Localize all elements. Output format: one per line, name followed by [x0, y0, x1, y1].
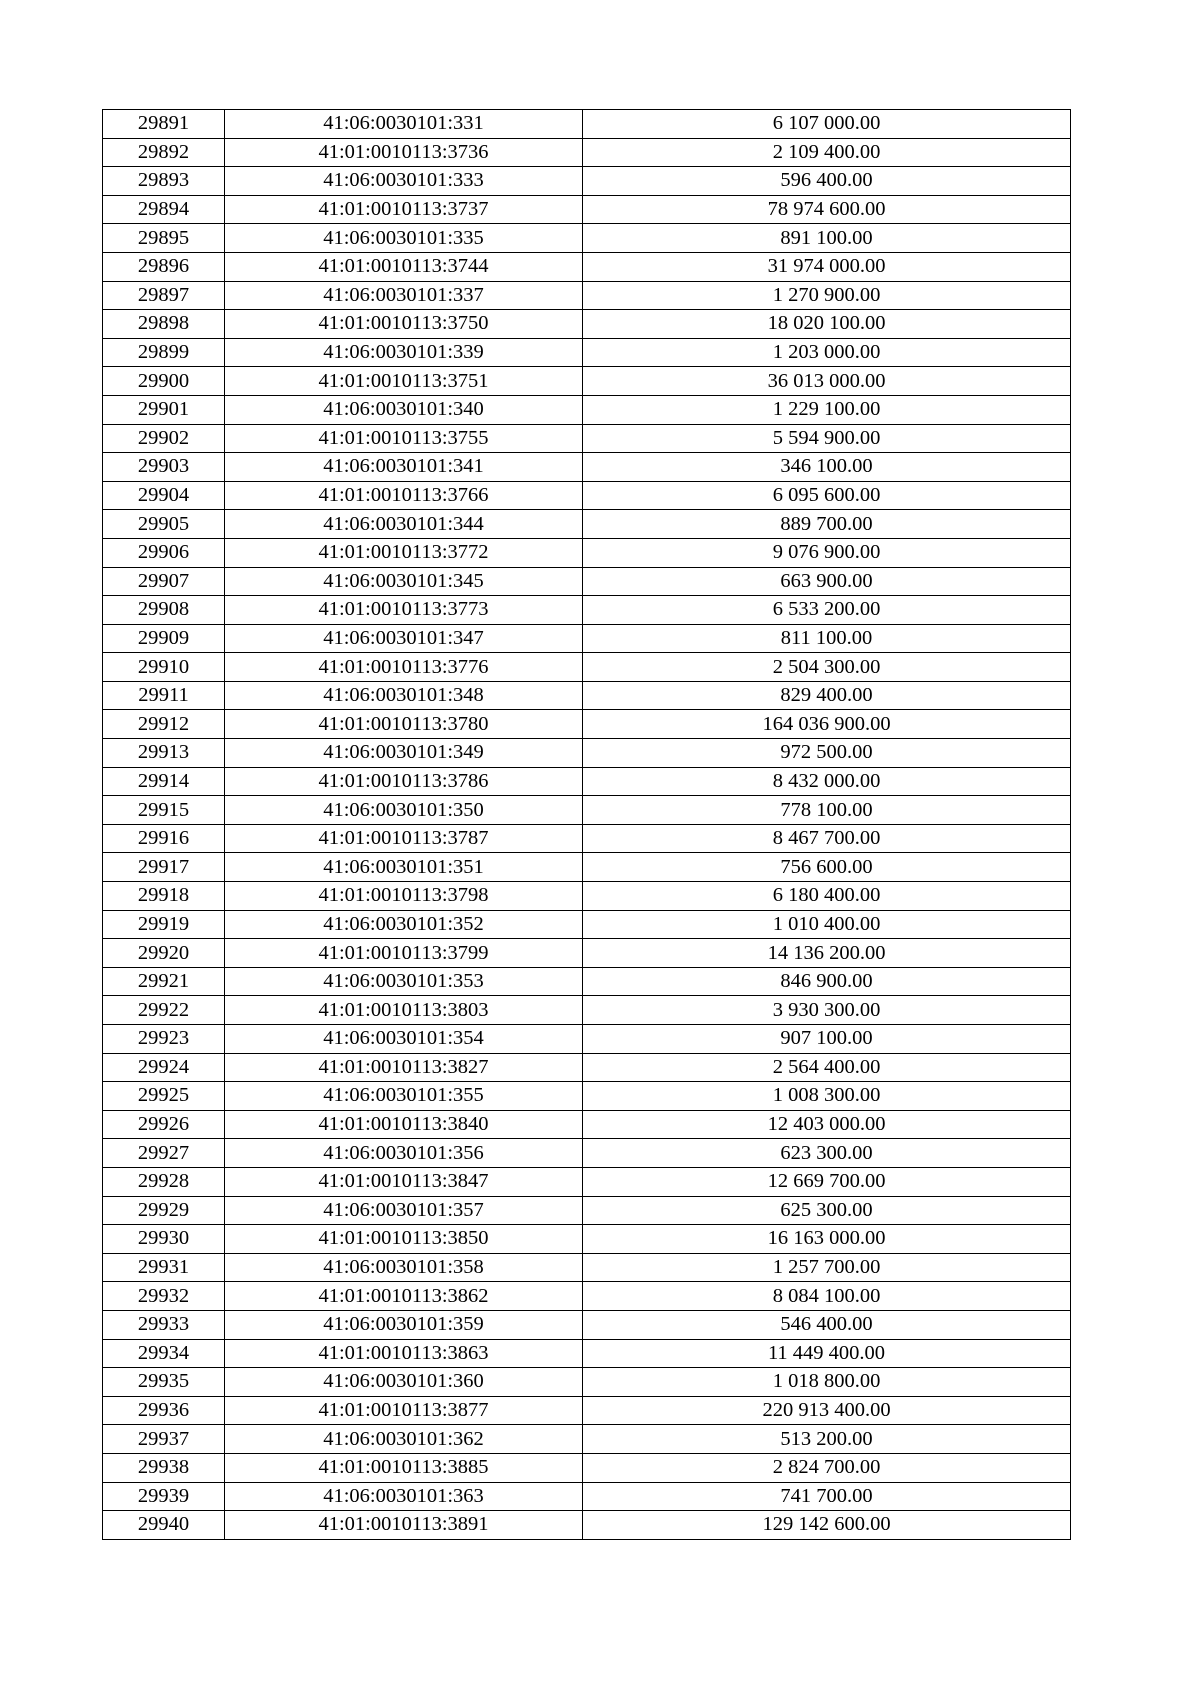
row-number-cell: 29892: [103, 138, 225, 167]
cadastral-value-cell: 12 669 700.00: [583, 1167, 1071, 1196]
cadastral-value-cell: 1 229 100.00: [583, 395, 1071, 424]
row-number-cell: 29925: [103, 1082, 225, 1111]
row-number-cell: 29912: [103, 710, 225, 739]
cadastral-number-cell: 41:06:0030101:339: [225, 338, 583, 367]
cadastral-number-cell: 41:01:0010113:3847: [225, 1167, 583, 1196]
cadastral-number-cell: 41:06:0030101:358: [225, 1253, 583, 1282]
table-row: [103, 1511, 1071, 1540]
row-number-cell: 29897: [103, 281, 225, 310]
cadastral-value-cell: 623 300.00: [583, 1139, 1071, 1168]
table-row: [103, 1025, 1071, 1054]
row-number-cell: 29913: [103, 739, 225, 768]
cadastral-number-cell: 41:01:0010113:3750: [225, 310, 583, 339]
cadastral-number-cell: 41:06:0030101:341: [225, 453, 583, 482]
table-row: [103, 1425, 1071, 1454]
table-row: [103, 653, 1071, 682]
cadastral-value-cell: 596 400.00: [583, 167, 1071, 196]
row-number-cell: 29934: [103, 1339, 225, 1368]
row-number-cell: 29908: [103, 596, 225, 625]
cadastral-value-cell: 5 594 900.00: [583, 424, 1071, 453]
cadastral-value-cell: 6 180 400.00: [583, 882, 1071, 911]
cadastral-number-cell: 41:01:0010113:3827: [225, 1053, 583, 1082]
cadastral-number-cell: 41:01:0010113:3751: [225, 367, 583, 396]
row-number-cell: 29923: [103, 1025, 225, 1054]
cadastral-number-cell: 41:06:0030101:347: [225, 624, 583, 653]
row-number-cell: 29937: [103, 1425, 225, 1454]
table-row: [103, 195, 1071, 224]
cadastral-number-cell: 41:01:0010113:3776: [225, 653, 583, 682]
table-row: [103, 1282, 1071, 1311]
table-row: [103, 1053, 1071, 1082]
cadastral-value-cell: 891 100.00: [583, 224, 1071, 253]
cadastral-number-cell: 41:01:0010113:3736: [225, 138, 583, 167]
row-number-cell: 29893: [103, 167, 225, 196]
row-number-cell: 29936: [103, 1396, 225, 1425]
table-row: [103, 1396, 1071, 1425]
row-number-cell: 29917: [103, 853, 225, 882]
table-row: [103, 224, 1071, 253]
cadastral-value-cell: 625 300.00: [583, 1196, 1071, 1225]
cadastral-value-cell: 2 824 700.00: [583, 1453, 1071, 1482]
row-number-cell: 29922: [103, 996, 225, 1025]
cadastral-value-cell: 6 533 200.00: [583, 596, 1071, 625]
cadastral-number-cell: 41:01:0010113:3803: [225, 996, 583, 1025]
cadastral-value-cell: 889 700.00: [583, 510, 1071, 539]
table-row: [103, 1139, 1071, 1168]
table-row: [103, 710, 1071, 739]
cadastral-number-cell: 41:01:0010113:3773: [225, 596, 583, 625]
table-row: [103, 1339, 1071, 1368]
cadastral-value-cell: 1 010 400.00: [583, 910, 1071, 939]
cadastral-number-cell: 41:06:0030101:357: [225, 1196, 583, 1225]
cadastral-number-cell: 41:01:0010113:3787: [225, 824, 583, 853]
cadastral-number-cell: 41:06:0030101:352: [225, 910, 583, 939]
row-number-cell: 29906: [103, 538, 225, 567]
cadastral-number-cell: 41:01:0010113:3877: [225, 1396, 583, 1425]
row-number-cell: 29898: [103, 310, 225, 339]
cadastral-value-cell: 663 900.00: [583, 567, 1071, 596]
cadastral-number-cell: 41:01:0010113:3840: [225, 1110, 583, 1139]
cadastral-value-cell: 16 163 000.00: [583, 1225, 1071, 1254]
cadastral-number-cell: 41:06:0030101:360: [225, 1368, 583, 1397]
table-row: [103, 1253, 1071, 1282]
table-body: [103, 110, 1071, 1540]
cadastral-value-cell: 14 136 200.00: [583, 939, 1071, 968]
cadastral-number-cell: 41:06:0030101:344: [225, 510, 583, 539]
table-row: [103, 310, 1071, 339]
row-number-cell: 29938: [103, 1453, 225, 1482]
row-number-cell: 29901: [103, 395, 225, 424]
cadastral-value-cell: 12 403 000.00: [583, 1110, 1071, 1139]
cadastral-number-cell: 41:01:0010113:3862: [225, 1282, 583, 1311]
cadastral-value-cell: 778 100.00: [583, 796, 1071, 825]
table-row: [103, 538, 1071, 567]
table-row: [103, 567, 1071, 596]
cadastral-number-cell: 41:06:0030101:333: [225, 167, 583, 196]
table-row: [103, 167, 1071, 196]
row-number-cell: 29896: [103, 252, 225, 281]
table-row: [103, 252, 1071, 281]
table-row: [103, 1310, 1071, 1339]
table-row: [103, 338, 1071, 367]
table-row: [103, 110, 1071, 139]
cadastral-number-cell: 41:06:0030101:340: [225, 395, 583, 424]
row-number-cell: 29895: [103, 224, 225, 253]
cadastral-value-table: [102, 109, 1071, 1540]
row-number-cell: 29927: [103, 1139, 225, 1168]
table-row: [103, 996, 1071, 1025]
row-number-cell: 29924: [103, 1053, 225, 1082]
cadastral-value-cell: 811 100.00: [583, 624, 1071, 653]
cadastral-number-cell: 41:01:0010113:3755: [225, 424, 583, 453]
cadastral-value-cell: 18 020 100.00: [583, 310, 1071, 339]
cadastral-value-cell: 220 913 400.00: [583, 1396, 1071, 1425]
cadastral-number-cell: 41:06:0030101:351: [225, 853, 583, 882]
row-number-cell: 29899: [103, 338, 225, 367]
cadastral-number-cell: 41:06:0030101:349: [225, 739, 583, 768]
cadastral-number-cell: 41:06:0030101:363: [225, 1482, 583, 1511]
table-row: [103, 1082, 1071, 1111]
row-number-cell: 29900: [103, 367, 225, 396]
table-row: [103, 424, 1071, 453]
cadastral-value-cell: 11 449 400.00: [583, 1339, 1071, 1368]
table-row: [103, 853, 1071, 882]
row-number-cell: 29928: [103, 1167, 225, 1196]
cadastral-value-cell: 2 109 400.00: [583, 138, 1071, 167]
cadastral-value-cell: 9 076 900.00: [583, 538, 1071, 567]
row-number-cell: 29930: [103, 1225, 225, 1254]
cadastral-number-cell: 41:06:0030101:359: [225, 1310, 583, 1339]
row-number-cell: 29933: [103, 1310, 225, 1339]
cadastral-value-cell: 6 095 600.00: [583, 481, 1071, 510]
row-number-cell: 29931: [103, 1253, 225, 1282]
cadastral-number-cell: 41:01:0010113:3885: [225, 1453, 583, 1482]
table-row: [103, 1196, 1071, 1225]
row-number-cell: 29911: [103, 681, 225, 710]
cadastral-value-cell: 972 500.00: [583, 739, 1071, 768]
row-number-cell: 29920: [103, 939, 225, 968]
table-row: [103, 1453, 1071, 1482]
table-row: [103, 796, 1071, 825]
cadastral-value-cell: 8 432 000.00: [583, 767, 1071, 796]
cadastral-value-cell: 3 930 300.00: [583, 996, 1071, 1025]
table-row: [103, 624, 1071, 653]
cadastral-number-cell: 41:01:0010113:3850: [225, 1225, 583, 1254]
cadastral-value-cell: 129 142 600.00: [583, 1511, 1071, 1540]
cadastral-number-cell: 41:06:0030101:350: [225, 796, 583, 825]
row-number-cell: 29932: [103, 1282, 225, 1311]
table-row: [103, 1167, 1071, 1196]
row-number-cell: 29914: [103, 767, 225, 796]
cadastral-value-cell: 31 974 000.00: [583, 252, 1071, 281]
cadastral-number-cell: 41:01:0010113:3798: [225, 882, 583, 911]
cadastral-value-cell: 546 400.00: [583, 1310, 1071, 1339]
table-row: [103, 939, 1071, 968]
row-number-cell: 29929: [103, 1196, 225, 1225]
table-row: [103, 767, 1071, 796]
cadastral-number-cell: 41:06:0030101:353: [225, 967, 583, 996]
cadastral-value-cell: 8 084 100.00: [583, 1282, 1071, 1311]
cadastral-value-cell: 6 107 000.00: [583, 110, 1071, 139]
cadastral-number-cell: 41:06:0030101:348: [225, 681, 583, 710]
row-number-cell: 29926: [103, 1110, 225, 1139]
row-number-cell: 29891: [103, 110, 225, 139]
row-number-cell: 29916: [103, 824, 225, 853]
table-row: [103, 1368, 1071, 1397]
row-number-cell: 29907: [103, 567, 225, 596]
cadastral-number-cell: 41:06:0030101:362: [225, 1425, 583, 1454]
cadastral-number-cell: 41:06:0030101:331: [225, 110, 583, 139]
cadastral-number-cell: 41:06:0030101:356: [225, 1139, 583, 1168]
table-row: [103, 967, 1071, 996]
cadastral-number-cell: 41:01:0010113:3780: [225, 710, 583, 739]
cadastral-number-cell: 41:01:0010113:3786: [225, 767, 583, 796]
table-row: [103, 367, 1071, 396]
table-row: [103, 824, 1071, 853]
cadastral-number-cell: 41:01:0010113:3766: [225, 481, 583, 510]
row-number-cell: 29918: [103, 882, 225, 911]
row-number-cell: 29894: [103, 195, 225, 224]
table-row: [103, 481, 1071, 510]
cadastral-value-cell: 8 467 700.00: [583, 824, 1071, 853]
row-number-cell: 29904: [103, 481, 225, 510]
cadastral-number-cell: 41:06:0030101:335: [225, 224, 583, 253]
row-number-cell: 29921: [103, 967, 225, 996]
cadastral-value-cell: 346 100.00: [583, 453, 1071, 482]
row-number-cell: 29902: [103, 424, 225, 453]
cadastral-value-cell: 1 257 700.00: [583, 1253, 1071, 1282]
table-row: [103, 681, 1071, 710]
table-row: [103, 1482, 1071, 1511]
cadastral-value-cell: 846 900.00: [583, 967, 1071, 996]
cadastral-value-cell: 36 013 000.00: [583, 367, 1071, 396]
cadastral-value-cell: 907 100.00: [583, 1025, 1071, 1054]
table-row: [103, 1225, 1071, 1254]
cadastral-number-cell: 41:06:0030101:345: [225, 567, 583, 596]
row-number-cell: 29940: [103, 1511, 225, 1540]
table-row: [103, 138, 1071, 167]
table-row: [103, 739, 1071, 768]
cadastral-value-cell: 78 974 600.00: [583, 195, 1071, 224]
cadastral-value-cell: 164 036 900.00: [583, 710, 1071, 739]
row-number-cell: 29935: [103, 1368, 225, 1397]
cadastral-number-cell: 41:06:0030101:354: [225, 1025, 583, 1054]
cadastral-value-cell: 756 600.00: [583, 853, 1071, 882]
cadastral-number-cell: 41:01:0010113:3744: [225, 252, 583, 281]
cadastral-value-cell: 1 008 300.00: [583, 1082, 1071, 1111]
row-number-cell: 29939: [103, 1482, 225, 1511]
table-row: [103, 395, 1071, 424]
cadastral-value-cell: 1 270 900.00: [583, 281, 1071, 310]
cadastral-value-cell: 2 564 400.00: [583, 1053, 1071, 1082]
row-number-cell: 29905: [103, 510, 225, 539]
table-row: [103, 910, 1071, 939]
table-row: [103, 1110, 1071, 1139]
row-number-cell: 29919: [103, 910, 225, 939]
cadastral-value-cell: 1 203 000.00: [583, 338, 1071, 367]
table-row: [103, 882, 1071, 911]
cadastral-value-cell: 829 400.00: [583, 681, 1071, 710]
row-number-cell: 29910: [103, 653, 225, 682]
cadastral-number-cell: 41:01:0010113:3772: [225, 538, 583, 567]
cadastral-value-cell: 513 200.00: [583, 1425, 1071, 1454]
table-row: [103, 281, 1071, 310]
row-number-cell: 29909: [103, 624, 225, 653]
cadastral-number-cell: 41:01:0010113:3737: [225, 195, 583, 224]
cadastral-value-cell: 1 018 800.00: [583, 1368, 1071, 1397]
cadastral-number-cell: 41:06:0030101:355: [225, 1082, 583, 1111]
table-row: [103, 510, 1071, 539]
row-number-cell: 29915: [103, 796, 225, 825]
cadastral-value-cell: 741 700.00: [583, 1482, 1071, 1511]
cadastral-number-cell: 41:01:0010113:3863: [225, 1339, 583, 1368]
cadastral-value-cell: 2 504 300.00: [583, 653, 1071, 682]
table-row: [103, 596, 1071, 625]
cadastral-number-cell: 41:01:0010113:3799: [225, 939, 583, 968]
row-number-cell: 29903: [103, 453, 225, 482]
cadastral-number-cell: 41:01:0010113:3891: [225, 1511, 583, 1540]
cadastral-number-cell: 41:06:0030101:337: [225, 281, 583, 310]
table-row: [103, 453, 1071, 482]
